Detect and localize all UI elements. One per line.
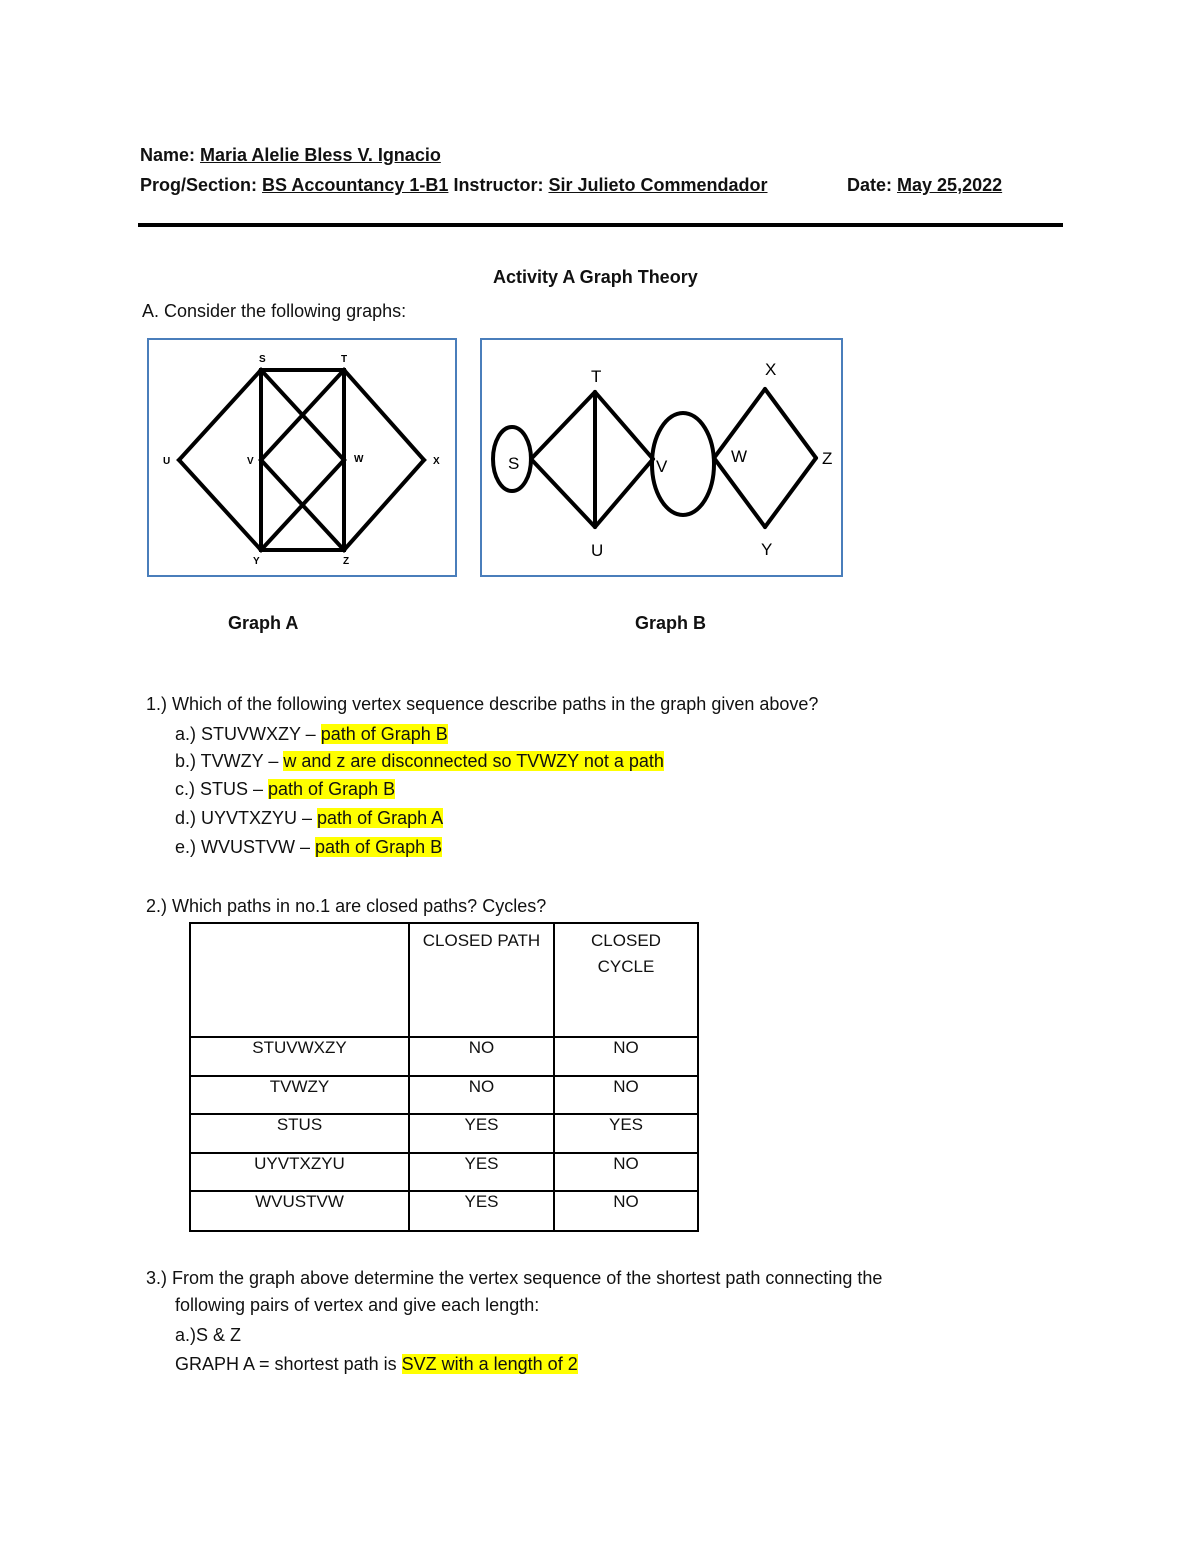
q1-item-e (175, 837, 442, 858)
table-row (190, 1114, 698, 1153)
instructor-label: Instructor: (453, 175, 544, 195)
q1-item-c-answer: path of Graph B (268, 779, 396, 799)
edge-w-y (714, 458, 765, 527)
date-line (847, 175, 1002, 196)
graph-b-label-w: W (731, 447, 748, 466)
graph-a-figure (147, 338, 457, 577)
graph-a-label-v: V (247, 456, 254, 467)
graph-a-label-t: T (341, 354, 348, 365)
table-cell-closed-cycle: YES (554, 1114, 698, 1153)
edge-u-y (179, 460, 261, 550)
page-title: Activity A Graph Theory (493, 267, 698, 287)
q3-question-line2: following pairs of vertex and give each length: (175, 1295, 540, 1315)
q1-item-b-label: b.) TVWZY – (175, 751, 284, 771)
q3-answer (175, 1354, 578, 1375)
q1-item-c-label: c.) STUS – (175, 779, 269, 799)
table-cell-path: TVWZY (190, 1076, 409, 1114)
q3-question-line1: 3.) From the graph above determine the vertex sequence of the shortest path connecting the (146, 1268, 883, 1288)
graph-a-label-y: Y (253, 556, 260, 567)
prog-label: Prog/Section: (140, 175, 258, 195)
name-line (140, 145, 441, 166)
q1-item-c (175, 779, 395, 800)
graph-b-label-y: Y (761, 540, 773, 559)
edge-x-z (765, 389, 816, 458)
graph-b-label-u: U (591, 541, 604, 560)
edge-s-t (531, 392, 595, 459)
prog-line (140, 175, 768, 196)
table-row (190, 1191, 698, 1231)
prog-value: BS Accountancy 1-B1 (262, 175, 449, 195)
graph-b-label-z: Z (822, 449, 833, 468)
graph-a-label-u: U (163, 456, 171, 467)
edge-x-z (344, 460, 424, 550)
graph-b-label-t: T (591, 367, 602, 386)
q1-item-e-answer: path of Graph B (315, 837, 443, 857)
table-cell-closed-path: NO (409, 1076, 554, 1114)
q1-item-d-answer: path of Graph A (317, 808, 444, 828)
edge-t-v (595, 392, 653, 459)
section-a-heading: A. Consider the following graphs: (142, 301, 407, 321)
date-label: Date: (847, 175, 893, 195)
graph-a-caption: Graph A (228, 613, 299, 633)
q1-item-b (175, 751, 664, 772)
q3-pair: a.)S & Z (175, 1325, 242, 1345)
q1-item-a-answer: path of Graph B (320, 724, 448, 744)
name-label: Name: (140, 145, 196, 165)
edge-s-u (179, 370, 261, 460)
table-cell-path: STUVWXZY (190, 1037, 409, 1076)
graph-b-figure (480, 338, 843, 577)
q3-answer-highlight: SVZ with a length of 2 (401, 1354, 578, 1374)
closed-path-table (189, 922, 699, 1232)
table-header-closed-path: CLOSED PATH (409, 923, 554, 1037)
edge-y-z (765, 458, 816, 527)
table-cell-closed-cycle: NO (554, 1037, 698, 1076)
date-value: May 25,2022 (897, 175, 1003, 195)
table-cell-closed-path: YES (409, 1191, 554, 1231)
edge-u-v (595, 459, 653, 527)
graph-b-caption: Graph B (635, 613, 707, 633)
graph-a-label-x: X (433, 456, 440, 467)
table-header-blank (190, 923, 409, 1037)
q1-item-d (175, 808, 443, 829)
edge-s-u (531, 459, 595, 527)
table-cell-closed-cycle: NO (554, 1191, 698, 1231)
graph-b-label-v: V (656, 457, 668, 476)
graph-a-label-s: S (259, 354, 266, 365)
q1-item-a (175, 724, 448, 745)
graph-a-diagram (149, 340, 455, 575)
q1-item-e-label: e.) WVUSTVW – (175, 837, 316, 857)
q1-item-a-label: a.) STUVWXZY – (175, 724, 321, 744)
graph-b-label-x: X (765, 360, 777, 379)
table-cell-closed-path: YES (409, 1114, 554, 1153)
q3-answer-prefix: GRAPH A = shortest path is (175, 1354, 402, 1374)
q2-question: 2.) Which paths in no.1 are closed paths? Cycles? (146, 896, 547, 916)
header-divider (138, 223, 1063, 227)
table-cell-closed-cycle: NO (554, 1076, 698, 1114)
q1-question: 1.) Which of the following vertex sequence describe paths in the graph given above? (146, 694, 819, 714)
table-cell-path: STUS (190, 1114, 409, 1153)
table-cell-path: WVUSTVW (190, 1191, 409, 1231)
q1-item-d-label: d.) UYVTXZYU – (175, 808, 318, 828)
instructor-value: Sir Julieto Commendador (548, 175, 768, 195)
table-row (190, 1076, 698, 1114)
graph-a-label-z: Z (343, 556, 350, 567)
table-cell-closed-cycle: NO (554, 1153, 698, 1191)
edge-t-x (344, 370, 424, 460)
q1-item-b-answer: w and z are disconnected so TVWZY not a path (283, 751, 664, 771)
table-header-row (190, 923, 698, 1037)
table-header-closed-cycle: CLOSED CYCLE (554, 923, 698, 1037)
graph-b-label-s: S (508, 454, 520, 473)
graph-a-label-w: W (354, 454, 364, 465)
table-cell-path: UYVTXZYU (190, 1153, 409, 1191)
table-cell-closed-path: NO (409, 1037, 554, 1076)
name-value: Maria Alelie Bless V. Ignacio (200, 145, 441, 165)
table-row (190, 1037, 698, 1076)
table-row (190, 1153, 698, 1191)
graph-b-diagram (482, 340, 841, 575)
table-cell-closed-path: YES (409, 1153, 554, 1191)
